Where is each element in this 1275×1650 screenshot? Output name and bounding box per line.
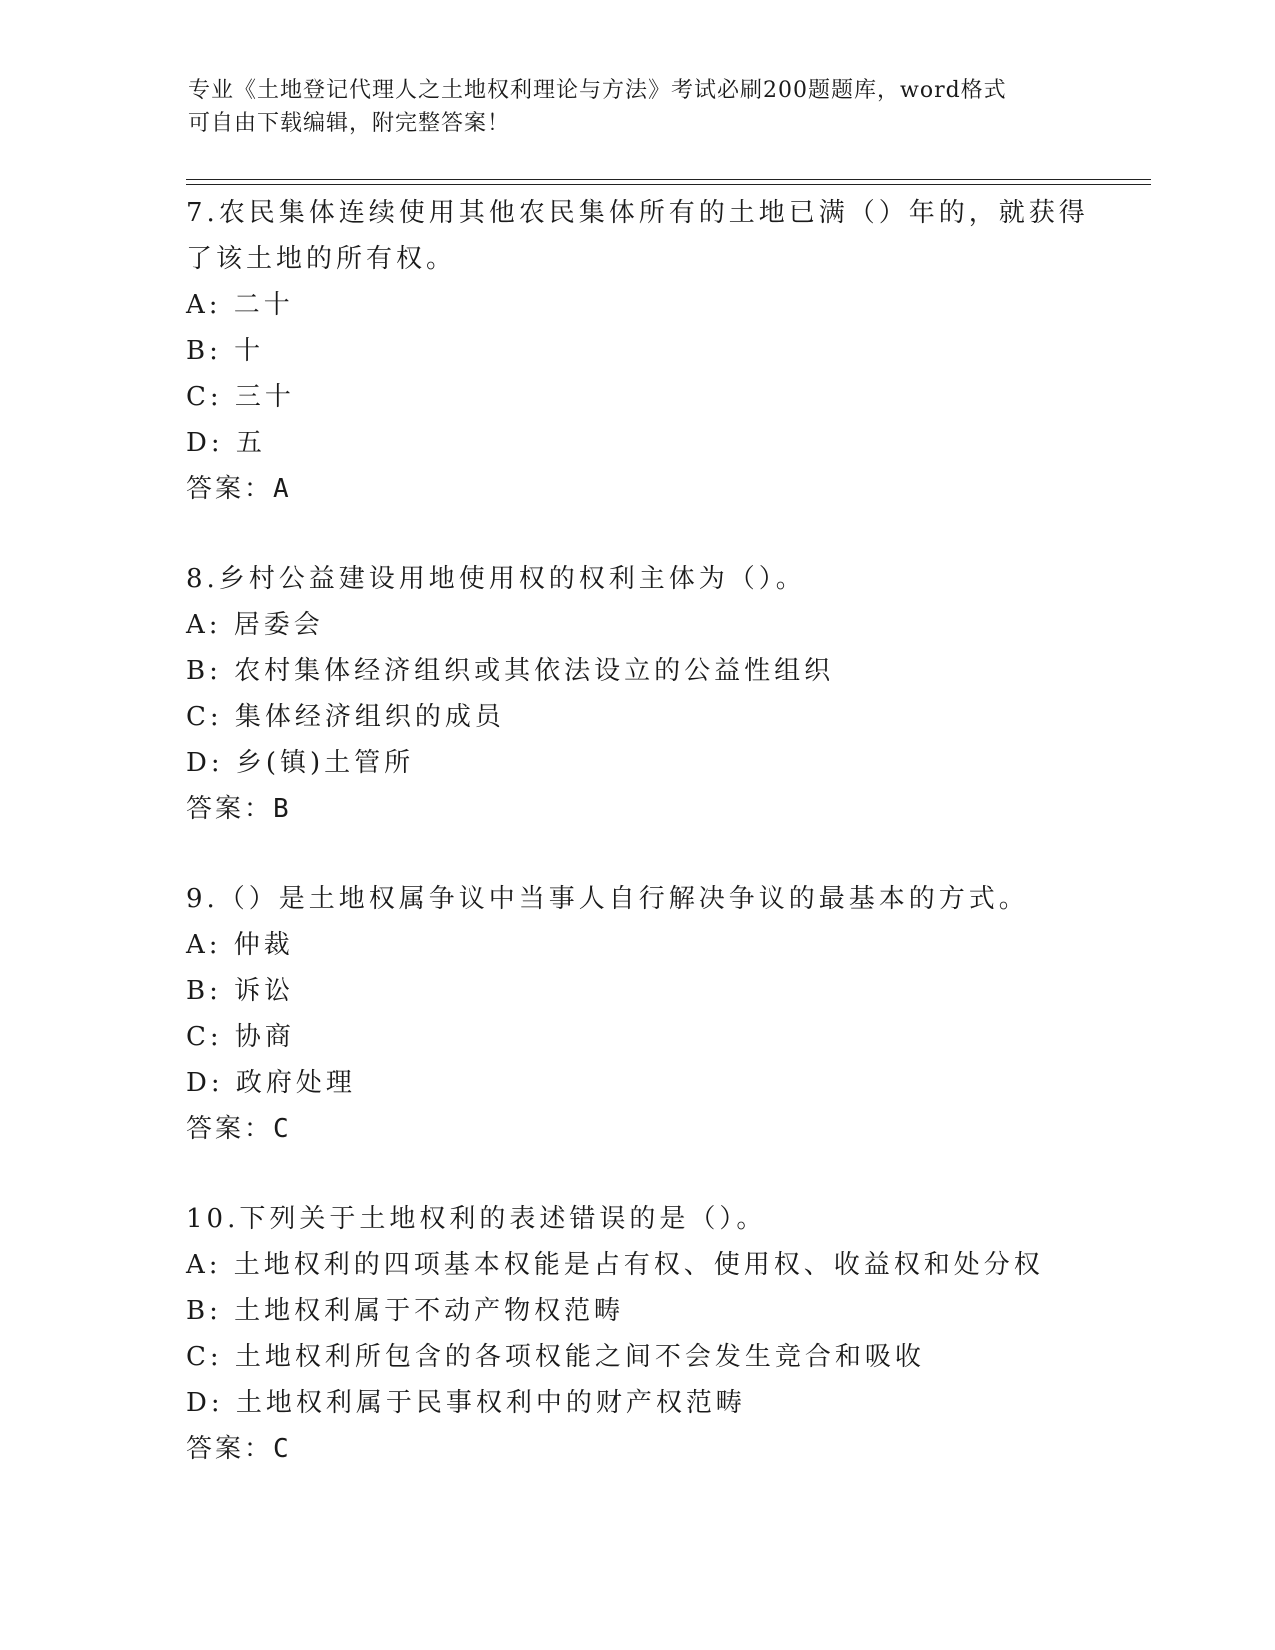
option-c: C: 三十 (186, 382, 295, 412)
option-d: D: 政府处理 (186, 1068, 356, 1098)
question-stem (186, 190, 1186, 282)
question-stem (186, 1196, 1186, 1242)
option-c: C: 土地权利所包含的各项权能之间不会发生竞合和吸收 (186, 1342, 925, 1372)
answer-value: C (273, 1434, 292, 1464)
option-d: D: 土地权利属于民事权利中的财产权范畴 (186, 1388, 746, 1418)
question-stem-line-2: 了该土地的所有权。 (186, 244, 457, 274)
header-divider-bottom (186, 184, 1151, 185)
question-list (186, 190, 1186, 1516)
option-a: A: 居委会 (186, 610, 324, 640)
answer-value: A (273, 474, 292, 504)
option-a: A: 二十 (186, 290, 294, 320)
option-a: A: 仲裁 (186, 930, 294, 960)
answer-label: 答案： (186, 794, 274, 824)
header-line-1: 专业《土地登记代理人之土地权利理论与方法》考试必刷200题题库，word格式 (188, 78, 1007, 103)
question-stem-line-1: 8.乡村公益建设用地使用权的权利主体为（）。 (186, 564, 806, 594)
option-c: C: 集体经济组织的成员 (186, 702, 505, 732)
question-stem-line-1: 10.下列关于土地权利的表述错误的是（）。 (186, 1204, 767, 1234)
option-b: B: 农村集体经济组织或其依法设立的公益性组织 (186, 656, 835, 686)
question-8 (186, 556, 1186, 832)
option-b: B: 土地权利属于不动产物权范畴 (186, 1296, 625, 1326)
answer-value: B (273, 794, 292, 824)
option-b: B: 十 (186, 336, 265, 366)
question-stem (186, 876, 1186, 922)
question-stem-line-1: 9.（）是土地权属争议中当事人自行解决争议的最基本的方式。 (186, 884, 1029, 914)
answer (186, 1106, 1186, 1152)
header-divider-top (186, 179, 1151, 180)
answer-label: 答案： (186, 1434, 274, 1464)
option-a: A: 土地权利的四项基本权能是占有权、使用权、收益权和处分权 (186, 1250, 1044, 1280)
question-10 (186, 1196, 1186, 1472)
option-c: C: 协商 (186, 1022, 295, 1052)
option-b: B: 诉讼 (186, 976, 295, 1006)
option-d: D: 五 (186, 428, 266, 458)
question-stem (186, 556, 1186, 602)
answer-label: 答案： (186, 474, 274, 504)
answer-value: C (273, 1114, 292, 1144)
question-7 (186, 190, 1186, 512)
option-d: D: 乡(镇)土管所 (186, 748, 415, 778)
answer (186, 786, 1186, 832)
question-stem-line-1: 7.农民集体连续使用其他农民集体所有的土地已满（）年的，就获得 (186, 198, 1089, 228)
header-line-2: 可自由下载编辑，附完整答案！ (188, 111, 511, 136)
question-9 (186, 876, 1186, 1152)
answer (186, 1426, 1186, 1472)
document-header (188, 74, 1088, 140)
answer (186, 466, 1186, 512)
answer-label: 答案： (186, 1114, 274, 1144)
